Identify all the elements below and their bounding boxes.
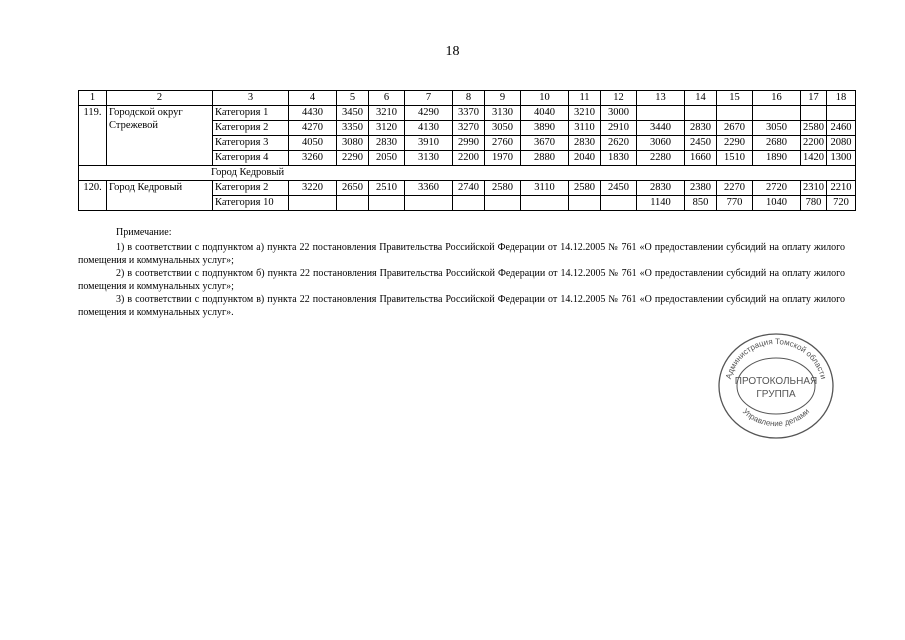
- value-cell: 770: [717, 196, 753, 211]
- svg-text:Администрация Томской области: [724, 337, 828, 380]
- notes: [78, 226, 845, 319]
- value-cell: [337, 196, 369, 211]
- row-number: 119.: [79, 106, 107, 166]
- value-cell: 2200: [453, 151, 485, 166]
- category-cell: Категория 4: [213, 151, 289, 166]
- value-cell: 3130: [485, 106, 521, 121]
- value-cell: 3110: [569, 121, 601, 136]
- value-cell: 2740: [453, 181, 485, 196]
- value-cell: 1660: [685, 151, 717, 166]
- column-header: 9: [485, 91, 521, 106]
- value-cell: [369, 196, 405, 211]
- table-row: [79, 106, 856, 121]
- value-cell: 1510: [717, 151, 753, 166]
- value-cell: 2680: [753, 136, 801, 151]
- value-cell: [753, 106, 801, 121]
- value-cell: 3670: [521, 136, 569, 151]
- value-cell: 2310: [801, 181, 827, 196]
- stamp-line1: ПРОТОКОЛЬНАЯ: [734, 376, 818, 387]
- note-item: 1) в соответствии с подпунктом а) пункта 22 постановления Правительства Российской Федерации от 14.12.2005 № 761 «О предоставлении субсидий на оплату жилого помещения и коммунальных услуг»;: [78, 242, 845, 266]
- value-cell: [717, 106, 753, 121]
- column-header: 5: [337, 91, 369, 106]
- column-header: 3: [213, 91, 289, 106]
- column-header: 2: [107, 91, 213, 106]
- value-cell: 3450: [337, 106, 369, 121]
- note-item: 3) в соответствии с подпунктом в) пункта 22 постановления Правительства Российской Федерации от 14.12.2005 № 761 «О предоставлении субсидий на оплату жилого помещения и коммунальных услуг».: [78, 294, 845, 318]
- value-cell: 2880: [521, 151, 569, 166]
- value-cell: 3890: [521, 121, 569, 136]
- value-cell: 2050: [369, 151, 405, 166]
- value-cell: [637, 106, 685, 121]
- value-cell: [601, 196, 637, 211]
- value-cell: 720: [827, 196, 856, 211]
- value-cell: 2720: [753, 181, 801, 196]
- value-cell: 4050: [289, 136, 337, 151]
- value-cell: 2580: [485, 181, 521, 196]
- value-cell: [801, 106, 827, 121]
- value-cell: 3210: [369, 106, 405, 121]
- value-cell: 1890: [753, 151, 801, 166]
- value-cell: 3110: [521, 181, 569, 196]
- value-cell: 3000: [601, 106, 637, 121]
- value-cell: 4040: [521, 106, 569, 121]
- value-cell: 3130: [405, 151, 453, 166]
- value-cell: 2760: [485, 136, 521, 151]
- note-item: 2) в соответствии с подпунктом б) пункта 22 постановления Правительства Российской Федерации от 14.12.2005 № 761 «О предоставлении субсидий на оплату жилого помещения и коммунальных услуг»;: [78, 268, 845, 292]
- column-header: 11: [569, 91, 601, 106]
- row-number: 120.: [79, 181, 107, 211]
- value-cell: 4270: [289, 121, 337, 136]
- value-cell: 2280: [637, 151, 685, 166]
- stamp-outer-top: Администрация Томской области: [724, 336, 828, 381]
- value-cell: 2040: [569, 151, 601, 166]
- value-cell: 3120: [369, 121, 405, 136]
- value-cell: [485, 196, 521, 211]
- table-header-row: [79, 91, 856, 106]
- notes-title: Примечание:: [116, 227, 172, 238]
- value-cell: [685, 106, 717, 121]
- value-cell: [405, 196, 453, 211]
- value-cell: 2830: [637, 181, 685, 196]
- value-cell: 2620: [601, 136, 637, 151]
- tariff-table: [78, 90, 856, 211]
- value-cell: 2200: [801, 136, 827, 151]
- value-cell: 3910: [405, 136, 453, 151]
- value-cell: [827, 106, 856, 121]
- value-cell: 1420: [801, 151, 827, 166]
- value-cell: 3220: [289, 181, 337, 196]
- category-cell: Категория 10: [213, 196, 289, 211]
- section-row: [79, 166, 856, 181]
- value-cell: 3050: [485, 121, 521, 136]
- value-cell: 1140: [637, 196, 685, 211]
- column-header: 15: [717, 91, 753, 106]
- value-cell: 4290: [405, 106, 453, 121]
- value-cell: [569, 196, 601, 211]
- column-header: 18: [827, 91, 856, 106]
- column-header: 8: [453, 91, 485, 106]
- value-cell: 4130: [405, 121, 453, 136]
- value-cell: 780: [801, 196, 827, 211]
- value-cell: 3260: [289, 151, 337, 166]
- column-header: 1: [79, 91, 107, 106]
- protocol-group-stamp: [716, 330, 836, 440]
- value-cell: 2290: [337, 151, 369, 166]
- svg-text:Управление делами: [741, 407, 811, 428]
- value-cell: 2670: [717, 121, 753, 136]
- column-header: 17: [801, 91, 827, 106]
- value-cell: 2830: [685, 121, 717, 136]
- section-title: Город Кедровый: [79, 166, 856, 181]
- value-cell: [521, 196, 569, 211]
- stamp-outer-bottom: Управление делами: [740, 406, 812, 429]
- value-cell: 3350: [337, 121, 369, 136]
- category-cell: Категория 2: [213, 181, 289, 196]
- value-cell: 3080: [337, 136, 369, 151]
- value-cell: 3440: [637, 121, 685, 136]
- value-cell: 2080: [827, 136, 856, 151]
- value-cell: 2450: [685, 136, 717, 151]
- value-cell: 2580: [801, 121, 827, 136]
- category-cell: Категория 1: [213, 106, 289, 121]
- value-cell: 2380: [685, 181, 717, 196]
- value-cell: 2450: [601, 181, 637, 196]
- column-header: 4: [289, 91, 337, 106]
- value-cell: 1830: [601, 151, 637, 166]
- stamp-line2: ГРУППА: [756, 389, 796, 400]
- value-cell: 3210: [569, 106, 601, 121]
- value-cell: 2460: [827, 121, 856, 136]
- value-cell: 2650: [337, 181, 369, 196]
- value-cell: 4430: [289, 106, 337, 121]
- value-cell: 2830: [569, 136, 601, 151]
- column-header: 6: [369, 91, 405, 106]
- value-cell: 1970: [485, 151, 521, 166]
- column-header: 12: [601, 91, 637, 106]
- value-cell: 2510: [369, 181, 405, 196]
- category-cell: Категория 2: [213, 121, 289, 136]
- table-row: [79, 181, 856, 196]
- column-header: 13: [637, 91, 685, 106]
- value-cell: 2910: [601, 121, 637, 136]
- category-cell: Категория 3: [213, 136, 289, 151]
- municipality-name: Город Кедровый: [107, 181, 213, 211]
- value-cell: 3060: [637, 136, 685, 151]
- value-cell: 3050: [753, 121, 801, 136]
- value-cell: [453, 196, 485, 211]
- column-header: 7: [405, 91, 453, 106]
- value-cell: 2270: [717, 181, 753, 196]
- column-header: 10: [521, 91, 569, 106]
- value-cell: 2210: [827, 181, 856, 196]
- value-cell: [289, 196, 337, 211]
- value-cell: 1300: [827, 151, 856, 166]
- value-cell: 850: [685, 196, 717, 211]
- column-header: 14: [685, 91, 717, 106]
- value-cell: 1040: [753, 196, 801, 211]
- municipality-name: Городской округ Стрежевой: [107, 106, 213, 166]
- value-cell: 2580: [569, 181, 601, 196]
- value-cell: 3270: [453, 121, 485, 136]
- page-number: 18: [445, 44, 460, 59]
- value-cell: 3370: [453, 106, 485, 121]
- value-cell: 3360: [405, 181, 453, 196]
- column-header: 16: [753, 91, 801, 106]
- value-cell: 2830: [369, 136, 405, 151]
- value-cell: 2990: [453, 136, 485, 151]
- value-cell: 2290: [717, 136, 753, 151]
